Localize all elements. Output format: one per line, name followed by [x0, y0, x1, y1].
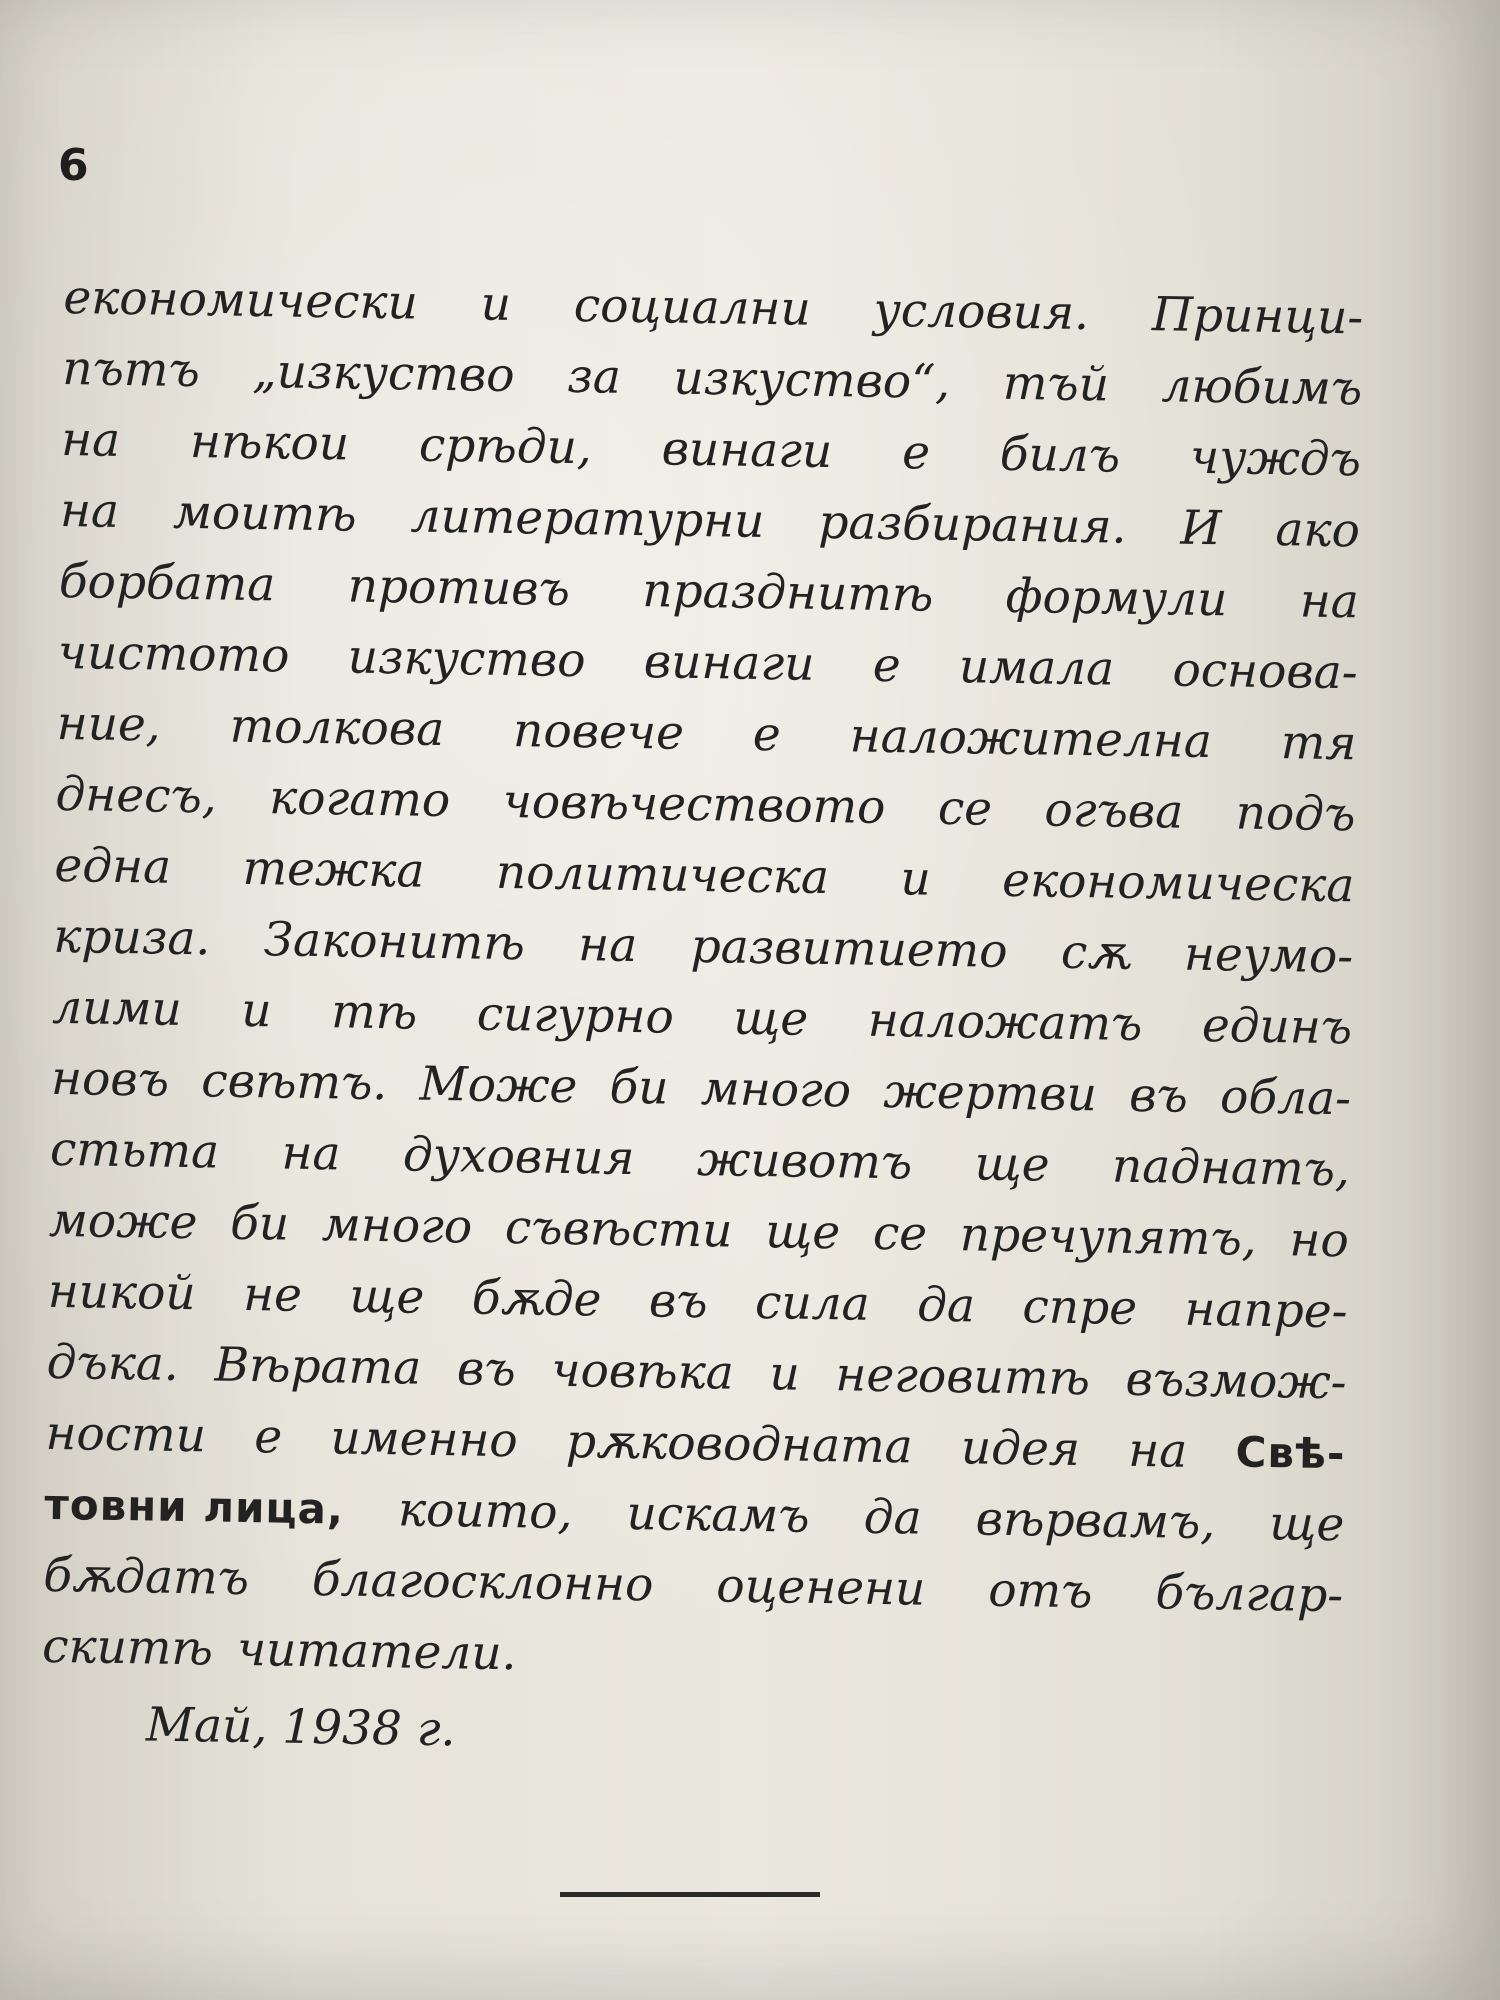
- word: искамъ: [626, 1485, 811, 1544]
- word: изкуство“,: [673, 350, 951, 410]
- word: формули: [1005, 568, 1228, 628]
- word: благосклонно: [311, 1552, 654, 1613]
- word: нѣкои: [189, 414, 350, 472]
- word: свѣтъ.: [200, 1053, 388, 1112]
- word: економическа: [1001, 852, 1355, 914]
- word: на: [1127, 1422, 1188, 1479]
- word: жертви: [882, 1063, 1098, 1123]
- word: ще: [974, 1136, 1050, 1193]
- word: на: [1299, 573, 1360, 630]
- word: скитѣ: [41, 1618, 214, 1677]
- word: условия.: [873, 282, 1090, 342]
- word: тя: [1280, 715, 1357, 772]
- page-number: 6: [58, 140, 89, 191]
- word: срѣди,: [418, 417, 593, 476]
- word: човѣчеството: [502, 773, 886, 835]
- word: напре-: [1184, 1281, 1348, 1340]
- word: може: [48, 1192, 198, 1251]
- word: човѣка: [550, 1342, 735, 1401]
- word: тежка: [242, 840, 425, 899]
- word: тѣ: [330, 984, 418, 1041]
- word: пътъ: [61, 340, 201, 399]
- word: читатели.: [236, 1621, 517, 1682]
- word: основа-: [1172, 642, 1359, 701]
- word: вѣрвамъ,: [975, 1491, 1216, 1551]
- word: българ-: [1155, 1565, 1344, 1624]
- word: никой: [47, 1263, 197, 1322]
- word: Може: [419, 1056, 578, 1115]
- word: спре: [1022, 1279, 1138, 1336]
- word: неумо-: [1183, 926, 1354, 985]
- word: но: [1289, 1212, 1350, 1269]
- word: социални: [573, 278, 812, 337]
- word: много: [700, 1061, 852, 1119]
- word: чуждъ: [1189, 429, 1362, 488]
- word: винаги: [643, 634, 815, 692]
- word: ще: [349, 1268, 425, 1325]
- word: тъй: [1002, 355, 1110, 413]
- word: наложатъ: [867, 992, 1143, 1053]
- word: е: [901, 425, 931, 481]
- word: които,: [397, 1482, 573, 1541]
- word: когато: [268, 770, 451, 829]
- word: да: [916, 1277, 976, 1334]
- word: празднитѣ: [641, 563, 934, 623]
- word: въ: [456, 1341, 517, 1398]
- word: и: [240, 982, 273, 1039]
- word: И: [1180, 500, 1222, 557]
- word: развитието: [690, 918, 1008, 979]
- word: за: [566, 348, 622, 405]
- word: много: [321, 1197, 473, 1255]
- word: разбирания.: [818, 494, 1127, 555]
- date-signature: Май, 1938 г.: [145, 1697, 456, 1758]
- word: ности: [45, 1405, 207, 1464]
- word: чистото: [57, 624, 290, 684]
- word: дъка.: [46, 1334, 180, 1392]
- word: пречупятъ,: [959, 1207, 1258, 1267]
- word: възмож-: [1125, 1351, 1347, 1411]
- word: днесъ,: [55, 766, 218, 825]
- word: и: [900, 851, 932, 907]
- word: толкова: [229, 698, 445, 758]
- word: стьта: [49, 1121, 220, 1180]
- word: отъ: [987, 1562, 1093, 1620]
- word: на: [59, 482, 120, 539]
- word: единъ: [1201, 997, 1353, 1056]
- word: новъ: [50, 1050, 170, 1108]
- word: оценени: [715, 1558, 926, 1617]
- word: товни лица,: [44, 1479, 345, 1534]
- word: огъва: [1044, 782, 1184, 840]
- word: паднатъ,: [1111, 1138, 1351, 1198]
- word: една: [54, 837, 172, 895]
- word: бѫде: [471, 1270, 602, 1328]
- word: любимъ: [1161, 358, 1363, 417]
- word: въ: [648, 1273, 709, 1330]
- word: да: [863, 1489, 923, 1546]
- word: Законитѣ: [263, 912, 526, 972]
- word: въ: [1128, 1067, 1189, 1124]
- word: е: [872, 637, 902, 694]
- word: идея: [960, 1420, 1081, 1478]
- word: обла-: [1219, 1069, 1352, 1127]
- word: ще: [1268, 1496, 1345, 1553]
- word: рѫководната: [565, 1414, 914, 1475]
- word: билъ: [999, 426, 1121, 484]
- word: би: [229, 1195, 290, 1252]
- word: Принци-: [1151, 287, 1364, 346]
- word: противъ: [347, 558, 571, 617]
- word: се: [872, 1205, 928, 1262]
- word: наложителна: [849, 708, 1213, 770]
- word: подъ: [1235, 785, 1356, 843]
- word: и: [480, 276, 512, 333]
- word: економически: [63, 269, 419, 331]
- word: сѫ: [1060, 924, 1131, 981]
- word: именно: [330, 1410, 519, 1469]
- word: е: [253, 1409, 283, 1465]
- word: би: [609, 1059, 669, 1116]
- word: литературни: [410, 488, 765, 550]
- word: на: [281, 1125, 341, 1182]
- word: ще: [732, 990, 809, 1047]
- word: се: [937, 780, 993, 837]
- word: е: [752, 706, 782, 763]
- word: политическа: [495, 844, 830, 906]
- word: лими: [51, 979, 183, 1037]
- word: Вѣрата: [214, 1337, 422, 1396]
- word: на: [577, 917, 638, 974]
- word: не: [242, 1266, 303, 1323]
- word: ако: [1275, 502, 1361, 559]
- word: сигурно: [476, 986, 675, 1045]
- word: борбата: [58, 553, 276, 613]
- text-lines: [42, 262, 1364, 1702]
- word: животъ: [696, 1132, 913, 1191]
- word: повече: [512, 703, 685, 761]
- word: на: [60, 411, 121, 468]
- word: бѫдатъ: [42, 1547, 250, 1607]
- word: сила: [754, 1274, 871, 1332]
- word: моитѣ: [172, 484, 358, 543]
- word: духовния: [402, 1127, 635, 1187]
- word: криза.: [52, 908, 211, 967]
- word: изкуство: [347, 629, 586, 689]
- word: съвѣсти: [504, 1200, 733, 1259]
- closing-rule: [560, 1892, 820, 1897]
- word: „изкуство: [252, 343, 515, 404]
- word: неговитѣ: [835, 1347, 1091, 1407]
- word: имала: [958, 639, 1115, 697]
- word: ще: [764, 1204, 841, 1261]
- word: Свѣ-: [1235, 1427, 1346, 1479]
- word: ние,: [56, 695, 162, 753]
- body-text: [40, 262, 1363, 1779]
- word: и: [769, 1346, 801, 1402]
- word: винаги: [661, 421, 833, 480]
